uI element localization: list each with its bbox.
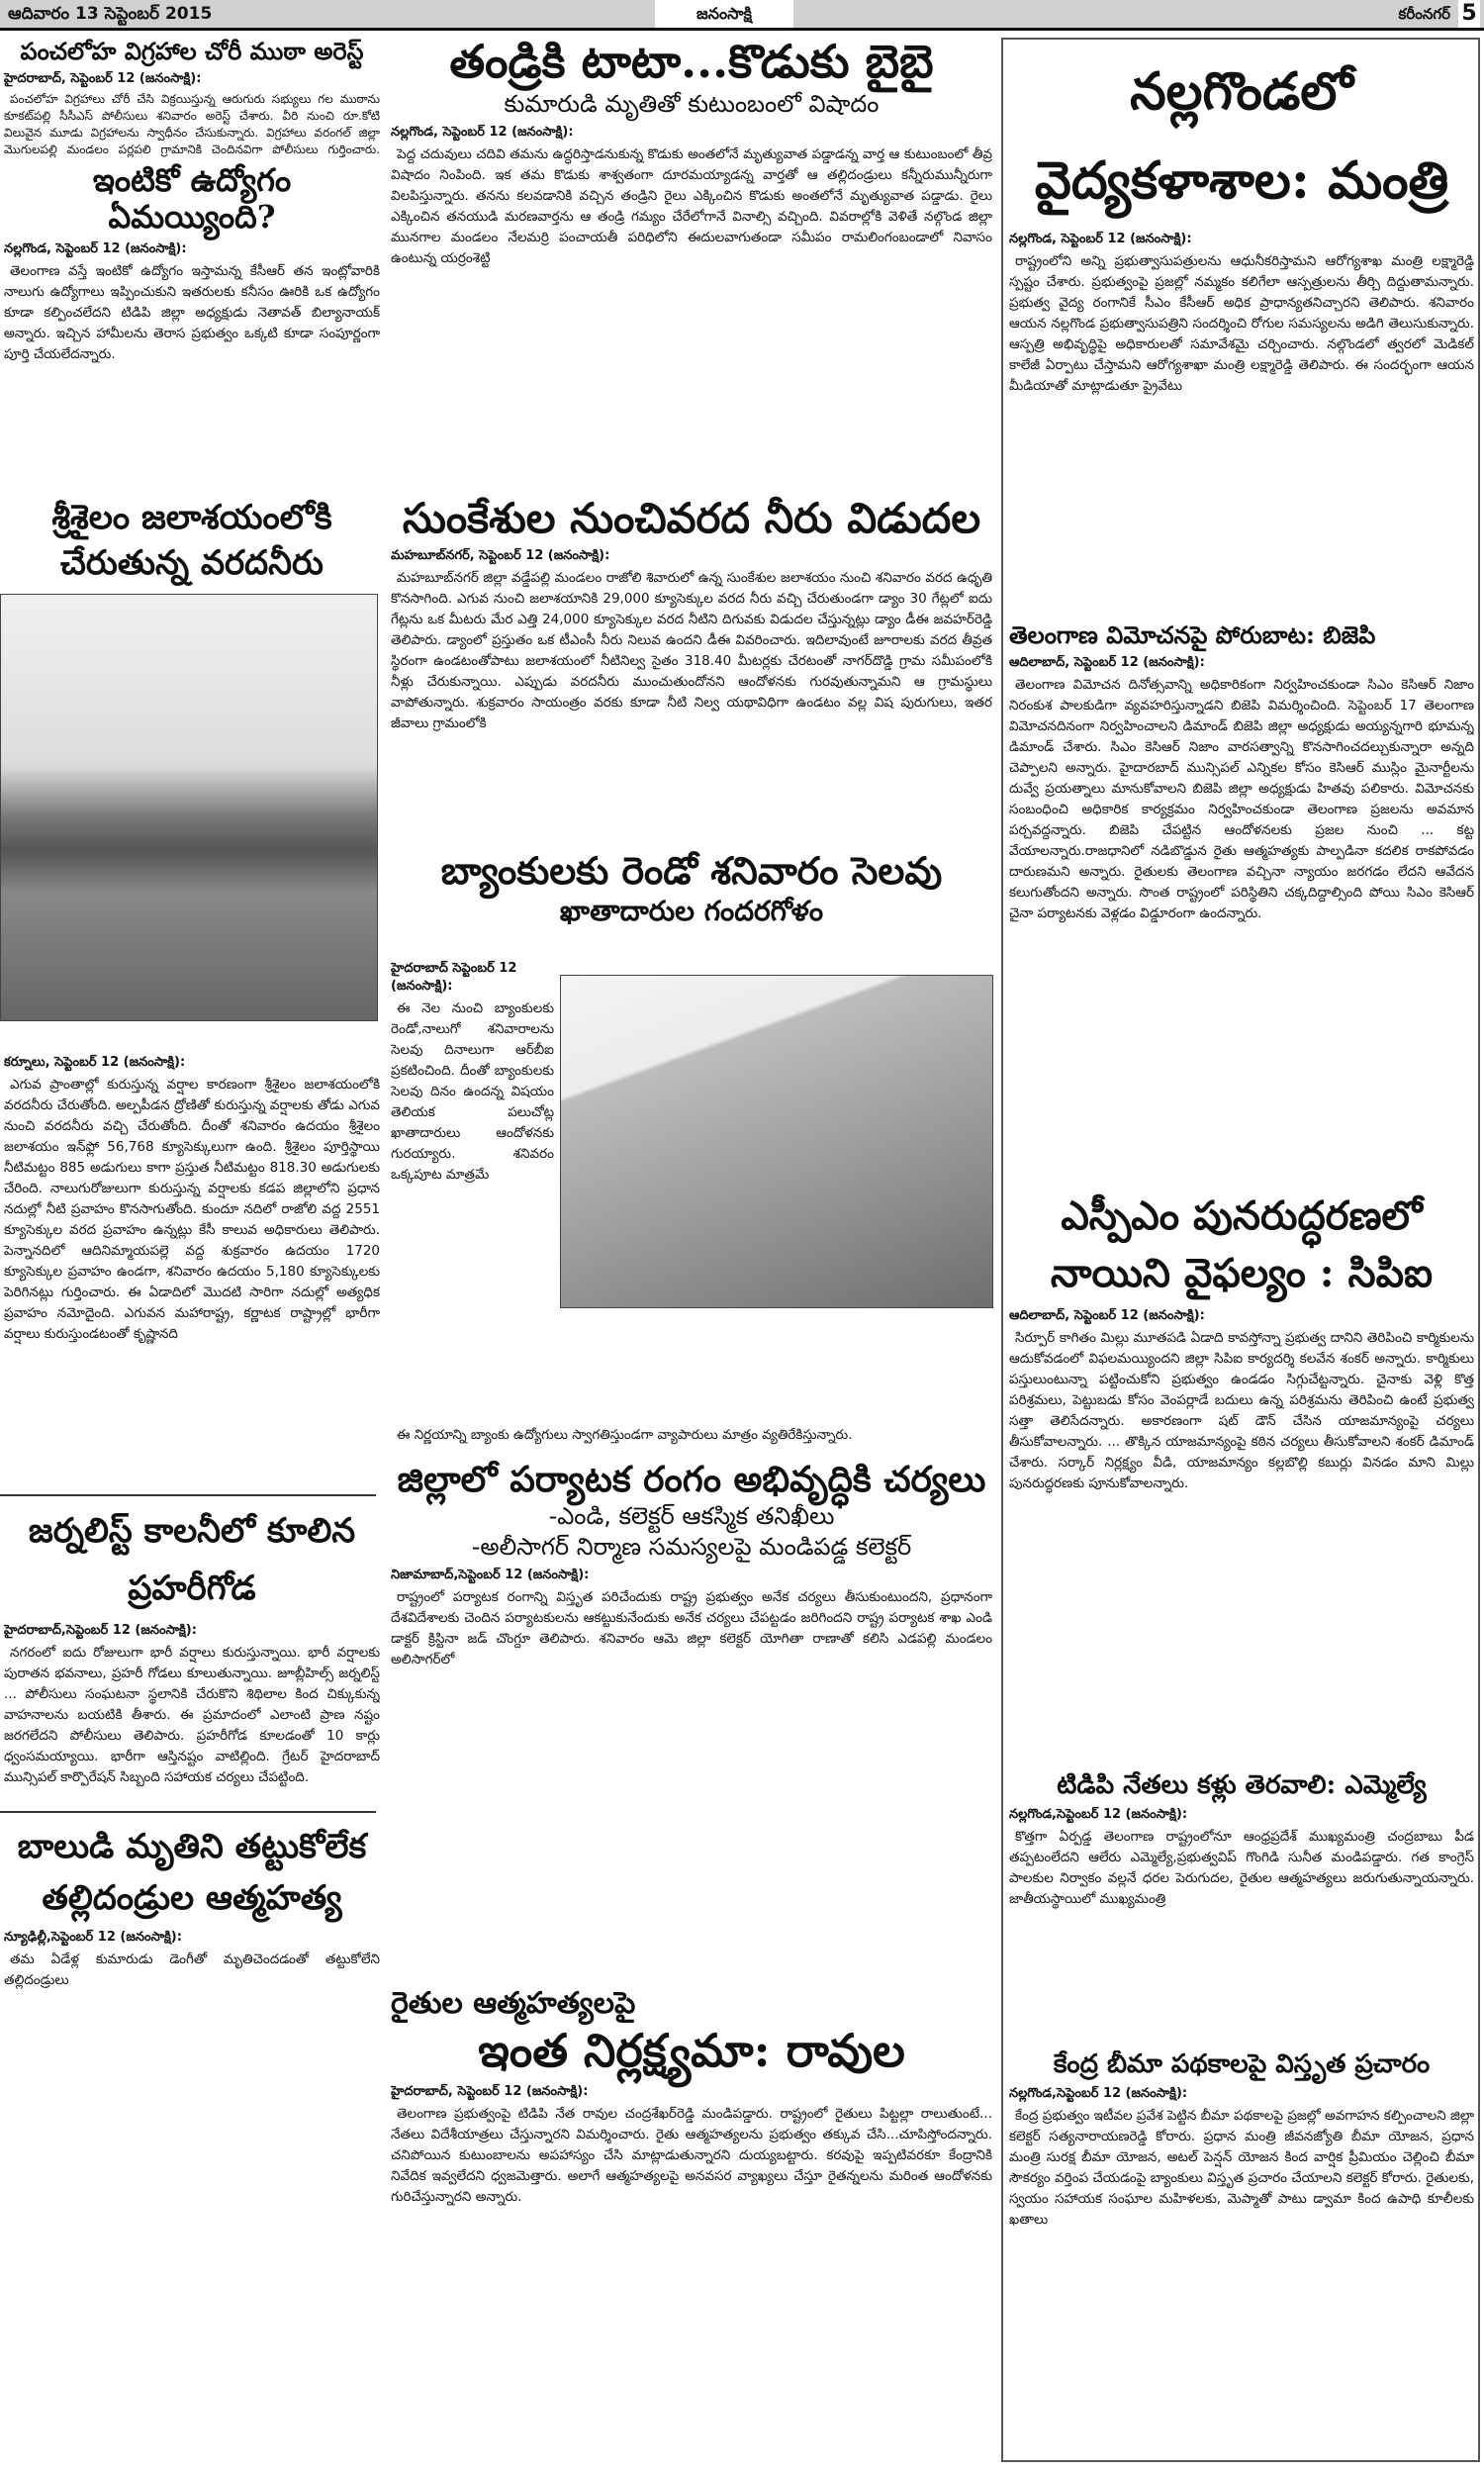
article-bjp-liberation [1009,621,1474,1186]
headline: ఇంటికో ఉద్యోగం ఏమయ్యింది? [92,162,292,236]
article-body: రాష్ట్రంలోని అన్ని ప్రభుత్వాసుపత్రులను ఆధునీకరిస్తామని ఆరోగ్యశాఖ మంత్రి లక్ష్మారెడ్డి స్పష్టం చేశారు. ప్రభుత్వంపై ప్రజల్లో నమ్మకం కలిగేలా ఆస్పత్రులను తీర్చి దిద్దుతామన్నారు. ప్రభుత్వ వైద్య రంగానికే సీఎం కేసీఆర్ అధిక ప్రాధాన్యతనిచ్చారని తెలిపారు. శనివారం ఆయన నల్లగొండ ప్రభుత్వాసుపత్రిని సందర్శించి రోగుల సమస్యలను అడిగి తెలుసుకున్నారు. ఆస్పత్రి అభివృద్ధిపై అధికారులతో సమావేశమై చర్చించారు. నల్గొండలో త్వరలో మెడికల్ కాలేజీ ఏర్పాటు చేస్తామని ఆరోగ్యశాఖా మంత్రి లక్ష్మారెడ్డి తెలిపారు. ఈ సందర్భంగా ఆయన మీడియాతో మాట్లాడుతూ ప్రైవేటు [1009,253,1474,394]
dateline: నల్లగొండ, సెప్టెంబర్ 12 (జనంసాక్షి): [391,124,574,140]
article-parents-suicide [4,1821,380,2464]
article-farmer-suicides [391,1987,992,2462]
headline: తండ్రికి టాటా...కొడుకు బైబై [449,36,934,88]
subheadline: కుమారుడి మృతితో కుటుంబంలో విషాదం [504,89,880,118]
article-body: ఎగువ ప్రాంతాల్లో కురుస్తున్న వర్షాల కారణంగా శ్రీశైలం జలాశయంలోకి వరదనీరు చేరుతోంది. అల్పపీడన ద్రోణితో కురుస్తున్న వర్షాలకు తోడు ఎగువ నుంచి వరదనీరు వచ్చి చేరుతోంది. దీంతో శనివారం ఉదయం శ్రీశైలం జలాశయం ఇన్‌ఫ్లో 56,768 క్యూసెక్కులుగా ఉంది. శ్రీశైలం పూర్తిస్థాయి నీటిమట్టం 885 అడుగులు కాగా ప్రస్తుత నీటిమట్టం 818.30 అడుగులకు చేరింది. నాలుగురోజులుగా కురుస్తున్న వర్షాలకు కడప జిల్లాలోని ప్రధాన నదుల్లో నీటి ప్రవాహం కొనసాగుతోంది. కుందూ నదిలో రాజోలి వద్ద 2551 క్యూసెక్కుల వరద ప్రవాహం ఉన్నట్లు కేసీ కాలువ అధికారులు తెలిపారు. పెన్నానదిలో ఆదినిమ్మాయపల్లె వద్ద శుక్రవారం ఉదయం 1720 క్యూసెక్కుల ప్రవాహం ఉండగా, శనివారం ఉదయం 5,180 క్యూసెక్కులకు పెరిగినట్లు గుర్తించారు. ఈ ఏడాదిలో మొదటి సారిగా నదుల్లో అత్యధిక ప్రవాహం నమోదైంది. ఎగువన మహారాష్ట్ర, కర్ణాటక రాష్ట్రాల్లో భారీగా వర్షాలు కురుస్తుండటంతో కృష్ణానది [4,1077,380,1342]
article-insurance-schemes [1009,2050,1474,2456]
issue-date: ఆదివారం 13 సెప్టెంబర్ 2015 [8,4,213,24]
article-tourism [391,1460,992,1984]
headline: పంచలోహ విగ్రహాల చోరీ ముఠా అరెస్ట్ [20,38,364,65]
article-body: ఈ నెల నుంచి బ్యాంకులకు రెండో,నాలుగో శనివారాలను సెలవు దినాలుగా ఆర్‌బీఐ ప్రకటించింది. దీంతో బ్యాంకులకు సెలవు దినం ఉందన్న విషయం తెలియక పలుచోట్ల ఖాతాదారులు ఆందోళనకు గురయ్యారు. శనివరం ఒక్కపూట మాత్రమే [391,1000,554,1183]
headline: కేంద్ర బీమా పథకాలపై విస్తృత ప్రచారం [1053,2050,1431,2079]
article-body: పెద్ద చదువులు చదివి తమను ఉద్ధరిస్తాడనుకున్న కొడుకు అంతలోనే మృత్యువాత పడ్డాడన్న వార్త ఆ కుటుంబంలో తీవ్ర విషాదం నింపింది. ఇక తమ కొడుకు శాశ్వతంగా దూరమయ్యాడన్న వార్తతో ఆ తల్లిదండ్రులు కన్నీరుమున్నీరుగా విలపిస్తున్నారు. తనను కలవడానికి వచ్చిన తండ్రిని రైలు ఎక్కించిన కొడుకు అంతలోనే మృత్యువాత పడ్డాడు. రైలు ఎక్కించిన తనయుడి మరణవార్తను ఆ తండ్రి గమ్యం చేరేలోగానే వినాల్సి వచ్చింది. వివరాల్లోకి వెళితే నల్గొండ జిల్లా మునగాల మండలం నేలమర్రి పంచాయతీ పరిధిలోని ఈదులవాగుతండా సమీపం రామలింగంబండాలో నివాసం ఉంటున్న యర్రంశెట్టి [391,145,992,266]
dateline: హైదరాబాద్ సెప్టెంబర్ 12 (జనంసాక్షి): [391,961,517,994]
article-banks [391,955,554,1311]
article-srisailam-headline [4,495,380,594]
dateline: హైదరాబాద్, సెప్టెంబర్ 12 (జనంసాక్షి): [391,2083,589,2099]
dateline: నల్లగొండ,సెప్టెంబర్ 12 (జనంసాక్షి): [1009,1806,1188,1822]
dateline: నల్లగొండ, సెప్టెంబర్ 12 (జనంసాక్షి): [4,240,187,256]
subheadline: ఇంత నిర్లక్ష్యమా: రావుల [478,2023,905,2077]
dateline: ఆదిలాబాద్, సెప్టెంబర్ 12 (జనంసాక్షి): [1009,1308,1205,1323]
dateline: నల్లగొండ,సెప్టెంబర్ 12 (జనంసాక్షి): [1009,2085,1188,2101]
article-jobs [4,162,380,489]
article-tdp-mla [1009,1771,1474,2048]
headline: జిల్లాలో పర్యాటక రంగం అభివృద్ధికి చర్యలు [397,1460,986,1500]
headline: టిడిపి నేతలు కళ్లు తెరవాలి: ఎమ్మెల్యే [1057,1771,1427,1800]
article-sunkesula [391,495,992,841]
dateline: హైదరాబాద్,సెప్టెంబర్ 12 (జనంసాక్షి): [4,1623,197,1638]
article-cpi-spm [1009,1188,1474,1766]
article-body: రాష్ట్రంలో పర్యాటక రంగాన్ని విస్తృత పరిచేందుకు రాష్ట్ర ప్రభుత్వం అనేక చర్యలు తీసుకుంటుందని, ప్రధానంగా దేశవిదేశాలకు చెందిన పర్యాటకులను ఆకట్టుకునేందుకు అనేక చర్యలు చేపట్టడం జరిగిందని రాష్ట్ర పర్యాటక శాఖ ఎండి డాక్టర్ క్రిస్టినా జడ్ చొంగ్దూ తెలిపారు. శనివారం ఆమె జిల్లా కలెక్టర్ యోగితా రాణాతో కలిసి ఎడపల్లి మండలం అలిసాగర్‌లో [391,1588,992,1667]
article-srisailam [4,1049,380,1484]
article-body: సిర్పూర్ కాగితం మిల్లు మూతపడి ఏడాది కావస్తోన్నా ప్రభుత్వ దానిని తెరిపించి కార్మికులను ఆదుకోవడంలో విఫలమయ్యిందని జిల్లా సిపిఐ కార్యదర్శి కలవేన శంకర్ అన్నారు. కార్మికులు పస్తులుంటున్నా పట్టించుకోని ప్రభుత్వం ఉండడం సిగ్గుచేట్టన్నారు. చైనాకు వెళ్లి కొత్త పరిశ్రమలు, పెట్టుబడు కోసం వెంపర్లాడే బదులు ఉన్న పరిశ్రమను తెరిపించి ఉంటే ప్రభుత్వ సత్తా తెలిసేదన్నారు. అకారణంగా షట్ డౌన్ చేసిన యాజమాన్యంపై చర్యలు తీసుకోవాలన్నారు. ... తొక్కిన యాజమాన్యంపై కఠిన చర్యలు తీసుకోవాలని శంకర్ డిమాండ్ చేశారు. సర్కార్ నిర్లక్ష్యం వీడి, యాజమాన్యం కల్లబొల్లి కబుర్లు వినడం మాని మిల్లు పునరుద్ధరణకు పూనుకోవాలన్నారు. [1009,1330,1474,1491]
edition-name: కరీంనగర్ [1398,5,1450,23]
divider [0,1811,376,1813]
article-wall-collapse [4,1502,380,1799]
subheadline: -ఎండి, కలెక్టర్ ఆకస్మిక తనిఖీలు [548,1502,835,1531]
article-body: తెలంగాణ ప్రభుత్వంపై టిడిపి నేత రావుల చంద్రశేఖర్‌రెడ్డి మండిపడ్డారు. రాష్ట్రంలో రైతులు పిట్టల్లా రాలుతుంటే... నేతలు విదేశీయాత్రలు చేస్తున్నారని విమర్శించారు. రైతు ఆత్మహత్యలను ప్రభుత్వం తక్కువ చేసి...చూపిస్తోందన్నారు. చనిపోయిన కుటుంబాలను అపహాస్యం చేసి మాట్లాడుతున్నారని దుయ్యబట్టారు. కరవుపై ఇప్పటివరకూ కేంద్రానికి నివేదిక ఇవ్వలేదని ధ్వజమెత్తారు. అలాగే ఆత్మహత్యలపై అనవసర వ్యాఖ్యలు చేస్తూ రైతన్నలను మరింత ఆందోళనకు గురిచేస్తున్నారని అన్నారు. [391,2105,992,2205]
dateline: నల్లగొండ, సెప్టెంబర్ 12 (జనంసాక్షి): [1009,232,1192,246]
page-header [0,0,1484,31]
headline: తెలంగాణ విమోచనపై పోరుబాట: బిజెపి [1009,621,1376,649]
article-son-death [391,36,992,491]
subheadline: -అలీసాగర్ నిర్మాణ సమస్యలపై మండిపడ్డ కలెక్టర్ [471,1533,912,1562]
article-body: తెలంగాణ విమోచన దినోత్సవాన్ని అధికారికంగా నిర్వహించకుండా సిఎం కెసిఆర్ నిజాం నిరంకుశ పాలకుడిగా వ్యవహరిస్తున్నాడని బిజెపి విమర్శించింది. సెప్టెంబర్ 17 తెలంగాణ విమోచనదినంగా నిర్వహించాలని డిమాండ్ బిజెపి జిల్లా అధ్యక్షుడు అయ్యన్నగారి భూమన్న డిమాండ్ చేశారు. సిఎం కెసిఆర్ నిజాం వారసత్వాన్ని కొనసాగించదల్చుకున్నారా అన్నది చెప్పాలని అన్నారు. హైదారబాద్ మున్సిపల్ ఎన్నికల కోసం కెసిఆర్ ముస్లిం మైనార్టీలను దువ్వే ప్రయత్నాలు మానుకోవాలని బిజెపి జిల్లా అధ్యక్షుడు హితవు పలికారు. విమోచనకు సంబంధించి అధికారిక కార్యక్రమం నిర్వహించకుండా తెలంగాణ ప్రజలను అవమాన పర్చవద్దన్నారు. బిజెపి చేపట్టిన ఆందోళనలకు ప్రజల నుంచి ... కట్ట వేయాలన్నారు.రాజధానిలో నడిబొడ్డున రైతు ఆత్మహత్యకు పాల్పడినా కదలిక రాకపోవడం దారుణమని అన్నారు. రైతులకు తెలంగాణ వచ్చినా న్యాయం జరగడం లేదని ఆవేదన కలుగుతోందని అన్నారు. సొంత రాష్ట్రంలో పరిస్థితిని చక్కదిద్దాల్సింది పోయి సిఎం కెసిఆర్ చైనా పర్యాటనకు వెళ్లడం విడ్డూరంగా ఉందన్నారు. [1009,676,1474,921]
headline: రైతుల ఆత్మహత్యలపై [391,1987,636,2021]
subheadline: ఖాతాదారుల గందరగోళం [559,894,824,927]
dateline: నిజామాబాద్,సెప్టెంబర్ 12 (జనంసాక్షి): [391,1567,590,1582]
reservoir-photo [0,594,378,1021]
article-body: పంచలోహ విగ్రహాలు చోరీ చేసి విక్రయిస్తున్న ఆరుగురు సభ్యులు గల ముఠాను కూకట్‌పల్లి సీసీఎస్ పోలీసులు శనివారం అరెస్ట్ చేశారు. వీరి నుంచి రూ.కోటి విలువైన మూడు విగ్రహాలను స్వాధీనం చేసుకున్నారు. విగ్రహాలు వరంగల్ జిల్లా మొగులపల్లి మండలం పర్లపలి గ్రామానికి చెందినవిగా పోలీసులు గుర్తించారు. [4,91,380,156]
headline: జర్నలిస్ట్ కాలనీలో కూలిన ప్రహరీగోడ [28,1511,356,1608]
headline: బాలుడి మృతిని తట్టుకోలేక తల్లిదండ్రుల ఆత్మహత్య [17,1827,367,1918]
headline: శ్రీశైలం జలాశయంలోకి చేరుతున్న వరదనీరు [51,498,332,583]
newspaper-logo: జనంసాక్షి [655,0,793,28]
page-number: 5 [1458,0,1480,28]
article-idol-theft [4,38,380,158]
headline: సుంకేశుల నుంచివరద నీరు విడుదల [402,495,981,542]
article-body: మహబూబ్‌నగర్ జిల్లా వడ్డేపల్లి మండలం రాజోలి శివారులో ఉన్న సుంకేశుల జలాశయం నుంచి శనివారం వరద ఉధృతి కొనసాగింది. ఎగువ నుంచి జలాశయానికి 29,000 క్యూసెక్కుల వరద నీరు వచ్చి చేరుతుండగా డ్యాం 30 గేట్లలో ఐదు గేట్లను ఒక మీటరు మేర ఎత్తి 24,000 క్యూసెక్కుల వరద నీటిని దిగువకు విడుదల చేస్తున్నట్లు డ్యాం డీఈ జవహర్‌రెడ్డి తెలిపారు. డ్యాంలో ప్రస్తుతం ఒక టీఎంసీ నీరు నిలువ ఉందని డీఈ వివరించారు. ఇదిలావుంటే జూరాలకు వరద తీవ్రత స్థిరంగా ఉండటంతోపాటు జలాశయంలో నీటినిల్వ సైతం 318.40 మీటర్లకు చేరటంతో నాగర్‌దొడ్డి గ్రామ సమీపంలోకి నీళ్లు చేరుకున్నాయి. ఎప్పుడు వరదనీరు ముంచుతుందోనని ఆందోళనకు గురవుతున్నామని ఆ గ్రామస్థులు వాపోతున్నారు. శుక్రవారం సాయంత్రం వరకు కూడా నీటి నిల్వ యథావిధిగా ఉండటం వల్ల విష పురుగులు, ఇతర జీవాలు గ్రామంలోకి [391,570,992,732]
article-body: తెలంగాణ వస్తే ఇంటికో ఉద్యోగం ఇస్తామన్న కేసీఆర్ తన ఇంట్లోవారికి నాలుగు ఉద్యోగాలు ఇప్పించుకుని ఇతరులకు కనీసం ఊరికి ఒక ఉద్యోగం కూడా కల్పించలేదని టిడిపి జిల్లా అధ్యక్షుడు నెతావత్ బిల్యానాయక్ అన్నారు. ఇచ్చిన హామీలను తెరాస ప్రభుత్వం ఒక్కటి కూడా సంపూర్ణంగా పూర్తి చేయలేదన్నారు. [4,262,380,362]
headline: బ్యాంకులకు రెండో శనివారం సెలవు [440,849,943,893]
article-body-closing: ఈ నిర్ణయాన్ని బ్యాంకు ఉద్యోగులు స్వాగతిస్తుండగా వ్యాపారులు మాత్రం వ్యతిరేకిస్తున్నారు. [397,1427,853,1443]
bank-building-photo [560,975,993,1308]
article-banks-headline [391,849,992,953]
article-body: తమ ఏడేళ్ల కుమారుడు డెంగీతో మృతిచెందడంతో తట్టుకోలేని తల్లిదండ్రులు [4,1951,380,1988]
article-medical-college [1009,48,1474,621]
divider [0,1494,376,1496]
article-banks-closing [391,1425,992,1450]
dateline: హైదరాబాద్, సెప్టెంబర్ 12 (జనంసాక్షి): [4,70,202,86]
article-body: కేంద్ర ప్రభుత్వం ఇటీవల ప్రవేశ పెట్టిన బీమా పథకాలపై ప్రజల్లో అవగాహన కల్పించాలని జిల్లా కలెక్టర్ సత్యనారాయణరెడ్డి కోరారు. ప్రధాన మంత్రి జీవనజ్యోతి బీమా యోజన, ప్రధాన మంత్రి సురక్ష బీమా యోజన, అటల్ పెన్షన్ యోజన కింద వార్షిక ప్రీమియం చెల్లించి బీమా సౌకర్యం వర్తింప చేయడంపై బ్యాంకులు విస్తృత ప్రచారం చేయాలని కలెక్టర్ కోరారు. రైతులకు, స్వయం సహాయక సంఘాల మహిళలకు, మెప్మాతో పాటు డ్వామా కింద ఉపాధి కూలీలకు ఖతాలు [1009,2107,1474,2228]
article-body: నగరంలో ఐదు రోజులుగా భారీ వర్షాలు కురుస్తున్నాయి. భారీ వర్షాలకు పురాతన భవనాలు, ప్రహరీ గోడలు కూలుతున్నాయి. జూబ్లీహిల్స్ జర్నలిస్ట్ ... పోలీసులు సంఘటనా స్థలానికి చేరుకొని శిథిలాల కింద చిక్కుకున్న వాహనాలను బయటికి తీశారు. ఈ ప్రమాదంలో ఎలాంటి ప్రాణ నష్టం జరగలేదని పోలీసులు తెలిపారు. ప్రహరీగోడ కూలడంతో 10 కార్లు ధ్వంసమయ్యాయి. భారీగా ఆస్తినష్టం వాటిల్లింది. గ్రేటర్ హైదరాబాద్ మున్సిపల్ కార్పొరేషన్ సిబ్బంది సహాయక చర్యలు చేపట్టింది. [4,1645,380,1785]
dateline: న్యూఢిల్లీ,సెప్టెంబర్ 12 (జనంసాక్షి): [4,1930,182,1945]
dateline: కర్నూలు, సెప్టెంబర్ 12 (జనంసాక్షి): [4,1055,186,1070]
dateline: ఆదిలాబాద్, సెప్టెంబర్ 12 (జనంసాక్షి): [1009,654,1205,670]
article-body: కొత్తగా ఏర్పడ్డ తెలంగాణ రాష్ట్రంలోనూ ఆంధ్రప్రదేశ్ ముఖ్యమంత్రి చంద్రబాబు పీడ తప్పటంలేదని ఆలేరు ఎమ్మెల్యే,ప్రభుత్వవిప్ గొంగిడి సునీత మండిపడ్డారు. గత కాంగ్రెస్ పాలకుల నిర్వాకం వల్లనే ధరల పెరుగుదల, రైతుల ఆత్మహత్యలు జరుగుతున్నాయన్నారు. జాతీయస్థాయిలో ముఖ్యమంత్రి [1009,1828,1474,1907]
dateline: మహబూబ్‌నగర్, సెప్టెంబర్ 12 (జనంసాక్షి): [391,548,610,564]
headline: నల్లగొండలో వైద్యకళాశాల: మంత్రి [1034,61,1449,211]
headline: ఎస్పీఎం పునరుద్ధరణలో నాయిని వైఫల్యం : సిపిఐ [1050,1192,1434,1296]
